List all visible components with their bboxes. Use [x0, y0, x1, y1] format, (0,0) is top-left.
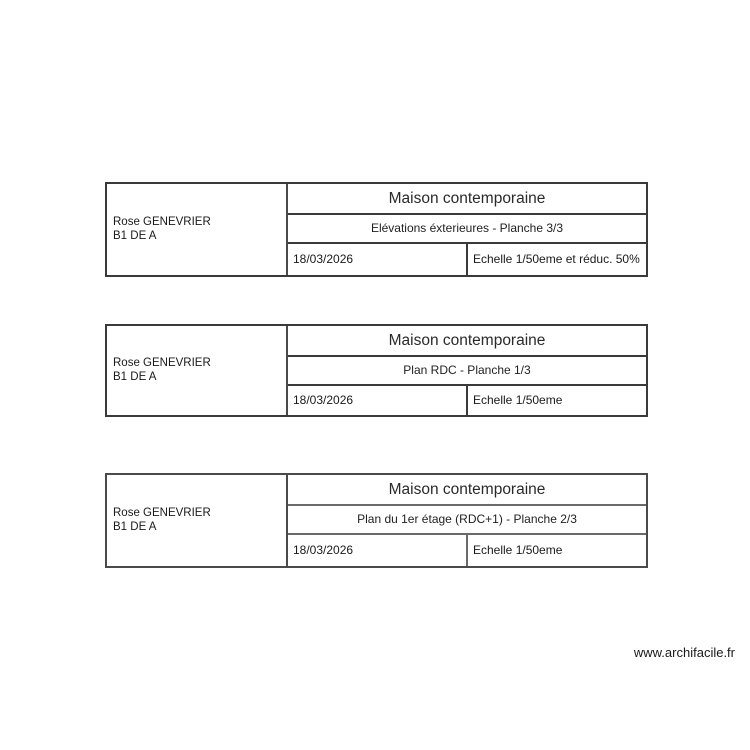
- date-value: 18/03/2026: [293, 543, 354, 557]
- site-watermark: www.archifacile.fr: [633, 645, 735, 660]
- scale-cell: [468, 244, 646, 275]
- sheet-title-row: [288, 357, 646, 386]
- scale-value: Echelle 1/50eme: [473, 543, 563, 557]
- owner-name: Rose GENEVRIER: [113, 216, 211, 228]
- date-value: 18/03/2026: [293, 393, 354, 407]
- scale-cell: [468, 535, 646, 566]
- project-title-row: [288, 184, 646, 215]
- scale-value: Echelle 1/50eme et réduc. 50%: [473, 252, 640, 266]
- project-title: Maison contemporaine: [388, 331, 546, 349]
- owner-reference: B1 DE A: [113, 370, 157, 383]
- date-value: 18/03/2026: [293, 252, 354, 266]
- sheet-title: Elévations éxterieures - Planche 3/3: [370, 221, 564, 235]
- owner-reference: B1 DE A: [113, 229, 157, 242]
- project-title-row: [288, 326, 646, 357]
- sheet-title: Plan du 1er étage (RDC+1) - Planche 2/3: [357, 512, 577, 526]
- date-cell: [288, 535, 468, 566]
- title-block: [105, 182, 648, 277]
- meta-row: [288, 535, 646, 566]
- info-column: [288, 326, 646, 415]
- title-block: [105, 473, 648, 568]
- sheet-title-row: [288, 215, 646, 244]
- info-column: [288, 184, 646, 275]
- date-cell: [288, 386, 468, 415]
- date-cell: [288, 244, 468, 275]
- info-column: [288, 475, 646, 566]
- owner-name: Rose GENEVRIER: [113, 357, 211, 369]
- scale-value: Echelle 1/50eme: [473, 393, 563, 407]
- sheet-title-row: [288, 506, 646, 535]
- meta-row: [288, 244, 646, 275]
- owner-name: Rose GENEVRIER: [113, 507, 211, 519]
- owner-cell: [107, 326, 288, 415]
- project-title-row: [288, 475, 646, 506]
- project-title: Maison contemporaine: [388, 189, 546, 207]
- scale-cell: [468, 386, 646, 415]
- meta-row: [288, 386, 646, 415]
- owner-reference: B1 DE A: [113, 520, 157, 533]
- project-title: Maison contemporaine: [388, 480, 546, 498]
- owner-cell: [107, 184, 288, 275]
- owner-cell: [107, 475, 288, 566]
- sheet-title: Plan RDC - Planche 1/3: [403, 363, 531, 377]
- title-block: [105, 324, 648, 417]
